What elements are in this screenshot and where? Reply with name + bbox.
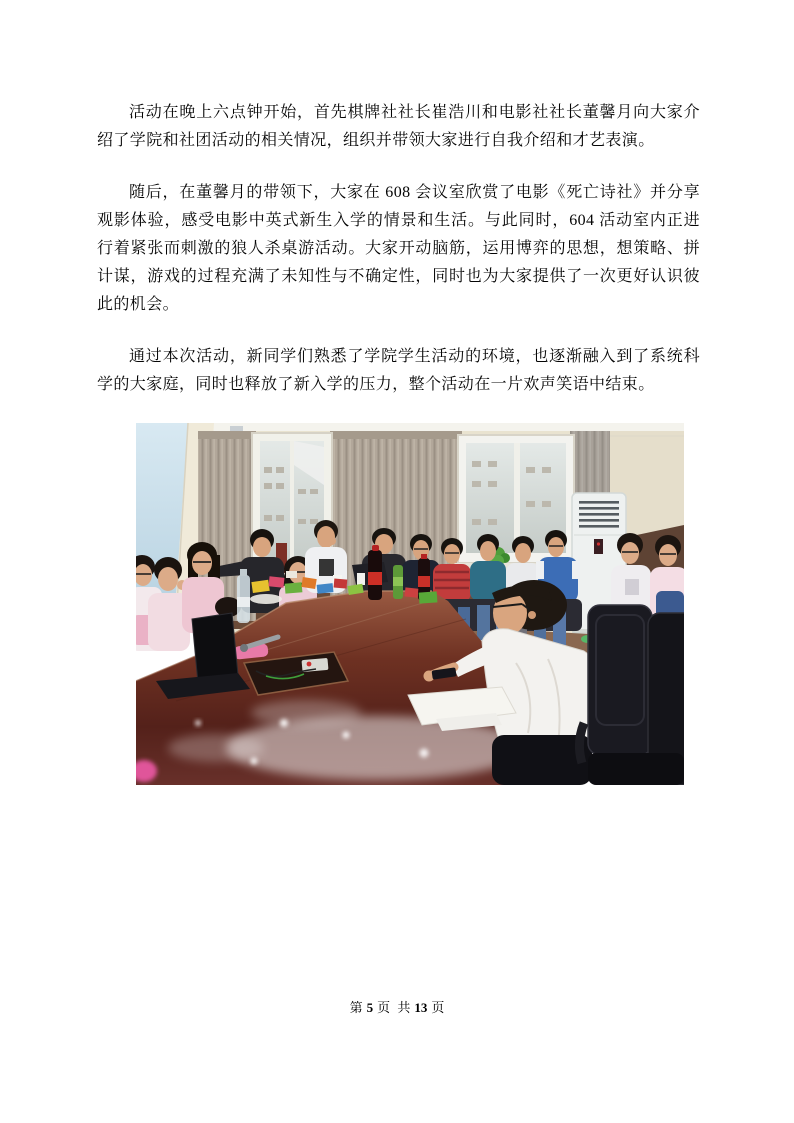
footer-total-pages: 13 xyxy=(414,1000,428,1015)
footer-label-page-prefix: 第 xyxy=(349,1000,363,1015)
meeting-room-photo xyxy=(136,423,684,785)
paragraph-3: 通过本次活动，新同学们熟悉了学院学生活动的环境，也逐渐融入到了系统科学的大家庭，同时也释放了新入学的压力，整个活动在一片欢声笑语中结束。 xyxy=(97,348,700,393)
footer-label-total-suffix: 页 xyxy=(431,1000,445,1015)
paragraph-2: 随后，在董馨月的带领下，大家在 608 会议室欣赏了电影《死亡诗社》并分享观影体验，感受电影中英式新生入学的情景和生活。与此同时，604 活动室内正进行着紧张而刺激的狼人杀桌游活动。大家开动脑筋，运用博弈的思想，想策略、拼计谋，游戏的过程充满了未知性与不确定性，同时也为大家提供了一次更好认识彼此的机会。 xyxy=(97,184,700,313)
footer-page-number: 5 xyxy=(366,1000,374,1015)
meeting-photo xyxy=(136,423,684,785)
footer-label-page-suffix: 页 xyxy=(377,1000,391,1015)
paragraph-1: 活动在晚上六点钟开始，首先棋牌社社长崔浩川和电影社社长董馨月向大家介绍了学院和社团活动的相关情况，组织并带领大家进行自我介绍和才艺表演。 xyxy=(97,104,700,149)
document-body xyxy=(97,99,700,785)
footer-label-total-prefix: 共 xyxy=(397,1000,411,1015)
page-footer xyxy=(0,997,794,1016)
